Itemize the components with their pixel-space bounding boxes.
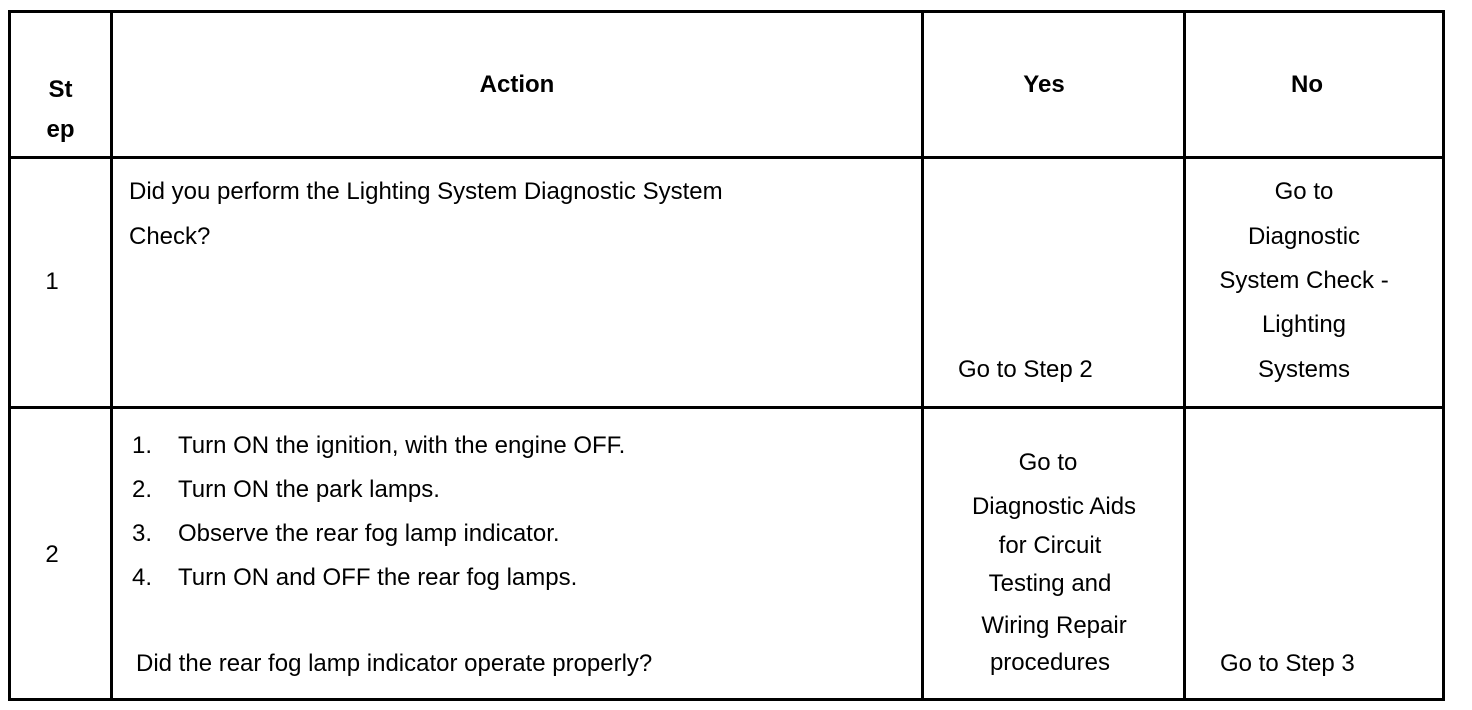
header-no: No bbox=[1291, 71, 1323, 98]
header-step-line2: ep bbox=[46, 116, 75, 143]
list-text: Turn ON the park lamps. bbox=[178, 476, 440, 503]
list-number: 2. bbox=[132, 476, 153, 503]
list-number: 3. bbox=[132, 520, 153, 547]
header-divider bbox=[8, 156, 1445, 159]
row2-list-item-2 bbox=[132, 474, 440, 506]
table-border-top bbox=[8, 10, 1445, 13]
column-divider-step bbox=[110, 10, 113, 701]
row2-yes-line4: Testing and bbox=[988, 570, 1112, 597]
list-text: Observe the rear fog lamp indicator. bbox=[178, 520, 560, 547]
row1-no-line2: Diagnostic bbox=[1247, 223, 1361, 250]
row-divider bbox=[8, 406, 1445, 409]
row1-action-line2: Check? bbox=[129, 223, 211, 250]
row2-yes-line1: Go to bbox=[1018, 449, 1078, 476]
row2-yes-line2: Diagnostic Aids bbox=[971, 493, 1137, 520]
row1-no-line1: Go to bbox=[1274, 178, 1334, 205]
table-border-right bbox=[1442, 10, 1445, 701]
list-number: 1. bbox=[132, 432, 153, 459]
header-step-line1: St bbox=[48, 76, 73, 103]
list-text: Turn ON the ignition, with the engine OFF. bbox=[178, 432, 626, 459]
list-text: Turn ON and OFF the rear fog lamps. bbox=[178, 564, 578, 591]
row2-step: 2 bbox=[45, 541, 59, 568]
row2-no: Go to Step 3 bbox=[1220, 650, 1355, 677]
row2-list-item-3 bbox=[132, 518, 560, 550]
list-number: 4. bbox=[132, 564, 153, 591]
row1-no-line4: Lighting bbox=[1261, 311, 1347, 338]
row2-list-item-1 bbox=[132, 430, 625, 462]
table-border-bottom bbox=[8, 698, 1445, 701]
column-divider-action bbox=[921, 10, 924, 701]
row1-step: 1 bbox=[45, 268, 59, 295]
row2-yes-line3: for Circuit bbox=[998, 532, 1102, 559]
row2-list-item-4 bbox=[132, 562, 577, 594]
row1-no-line3: System Check - bbox=[1219, 267, 1389, 294]
header-step bbox=[11, 70, 110, 150]
header-action: Action bbox=[479, 71, 555, 98]
row2-yes-line6: procedures bbox=[989, 649, 1111, 676]
row1-yes: Go to Step 2 bbox=[958, 356, 1093, 383]
row2-yes-line5: Wiring Repair bbox=[981, 612, 1127, 639]
row1-action-line1: Did you perform the Lighting System Diagnostic System bbox=[129, 178, 723, 205]
row1-no-line5: Systems bbox=[1257, 356, 1350, 383]
header-yes: Yes bbox=[1023, 71, 1065, 98]
row2-question: Did the rear fog lamp indicator operate properly? bbox=[136, 650, 653, 677]
